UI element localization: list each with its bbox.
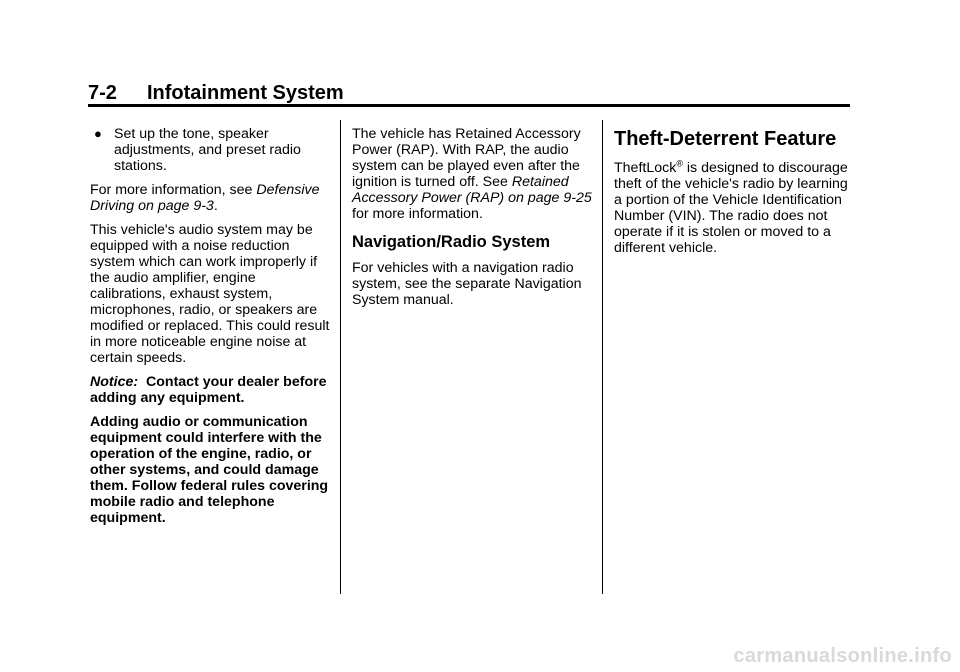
page-header <box>88 80 850 106</box>
paragraph-text: For more information, see <box>90 182 257 198</box>
paragraph: For vehicles with a navigation radio system, see the separate Navigation System manual. <box>352 260 582 308</box>
list-item <box>90 126 334 174</box>
bullet-text: Set up the tone, speaker adjustments, and preset radio stations. <box>114 126 301 174</box>
column-divider-1 <box>340 120 341 594</box>
column-1 <box>90 126 334 534</box>
cross-reference-link[interactable]: Retained Accessory Power (RAP) on page 9-25 <box>352 174 592 206</box>
header-rule <box>88 104 850 107</box>
paragraph-text: is designed to discourage theft of the vehicle's radio by learning a portion of the Vehicle Identification Number (VIN). The radio does not operate if it is stolen or moved to a different vehicle. <box>614 160 848 256</box>
bullet-icon: ● <box>94 126 102 141</box>
warning-paragraph: Adding audio or communication equipment could interfere with the operation of the engine, radio, or other systems, and could damage them. Follow federal rules covering mobile radio and telephone equipment. <box>90 414 329 526</box>
registered-mark: ® <box>676 158 683 169</box>
paragraph-text: The vehicle has Retained Accessory Power (RAP). With RAP, the audio system can be played even after the ignition is turned off. See <box>352 126 581 190</box>
paragraph-text-end: . <box>213 198 218 214</box>
notice <box>90 374 334 406</box>
paragraph <box>90 182 334 214</box>
paragraph-text-end: for more information. <box>352 206 483 222</box>
watermark: carmanualsonline.info <box>733 645 952 667</box>
column-2 <box>352 126 596 316</box>
chapter-title: Infotainment System <box>147 82 344 104</box>
page-number: 7-2 <box>88 82 117 104</box>
paragraph: This vehicle's audio system may be equipped with a noise reduction system which can work improperly if the audio amplifier, engine calibrations, exhaust system, microphones, radio, or speakers are modified or replaced. This could result in more noticeable engine noise at certain speeds. <box>90 222 330 366</box>
cross-reference-link[interactable]: Defensive Driving on page 9-3 <box>90 182 320 214</box>
paragraph <box>352 126 596 222</box>
paragraph <box>614 160 858 256</box>
notice-label: Notice: <box>90 374 139 390</box>
column-3 <box>614 126 858 264</box>
section-heading: Theft-Deterrent Feature <box>614 128 837 150</box>
column-divider-2 <box>602 120 603 594</box>
section-heading: Navigation/Radio System <box>352 233 551 251</box>
notice-text: Contact your dealer before adding any equipment. <box>90 374 327 406</box>
brand-name: TheftLock <box>614 160 677 176</box>
